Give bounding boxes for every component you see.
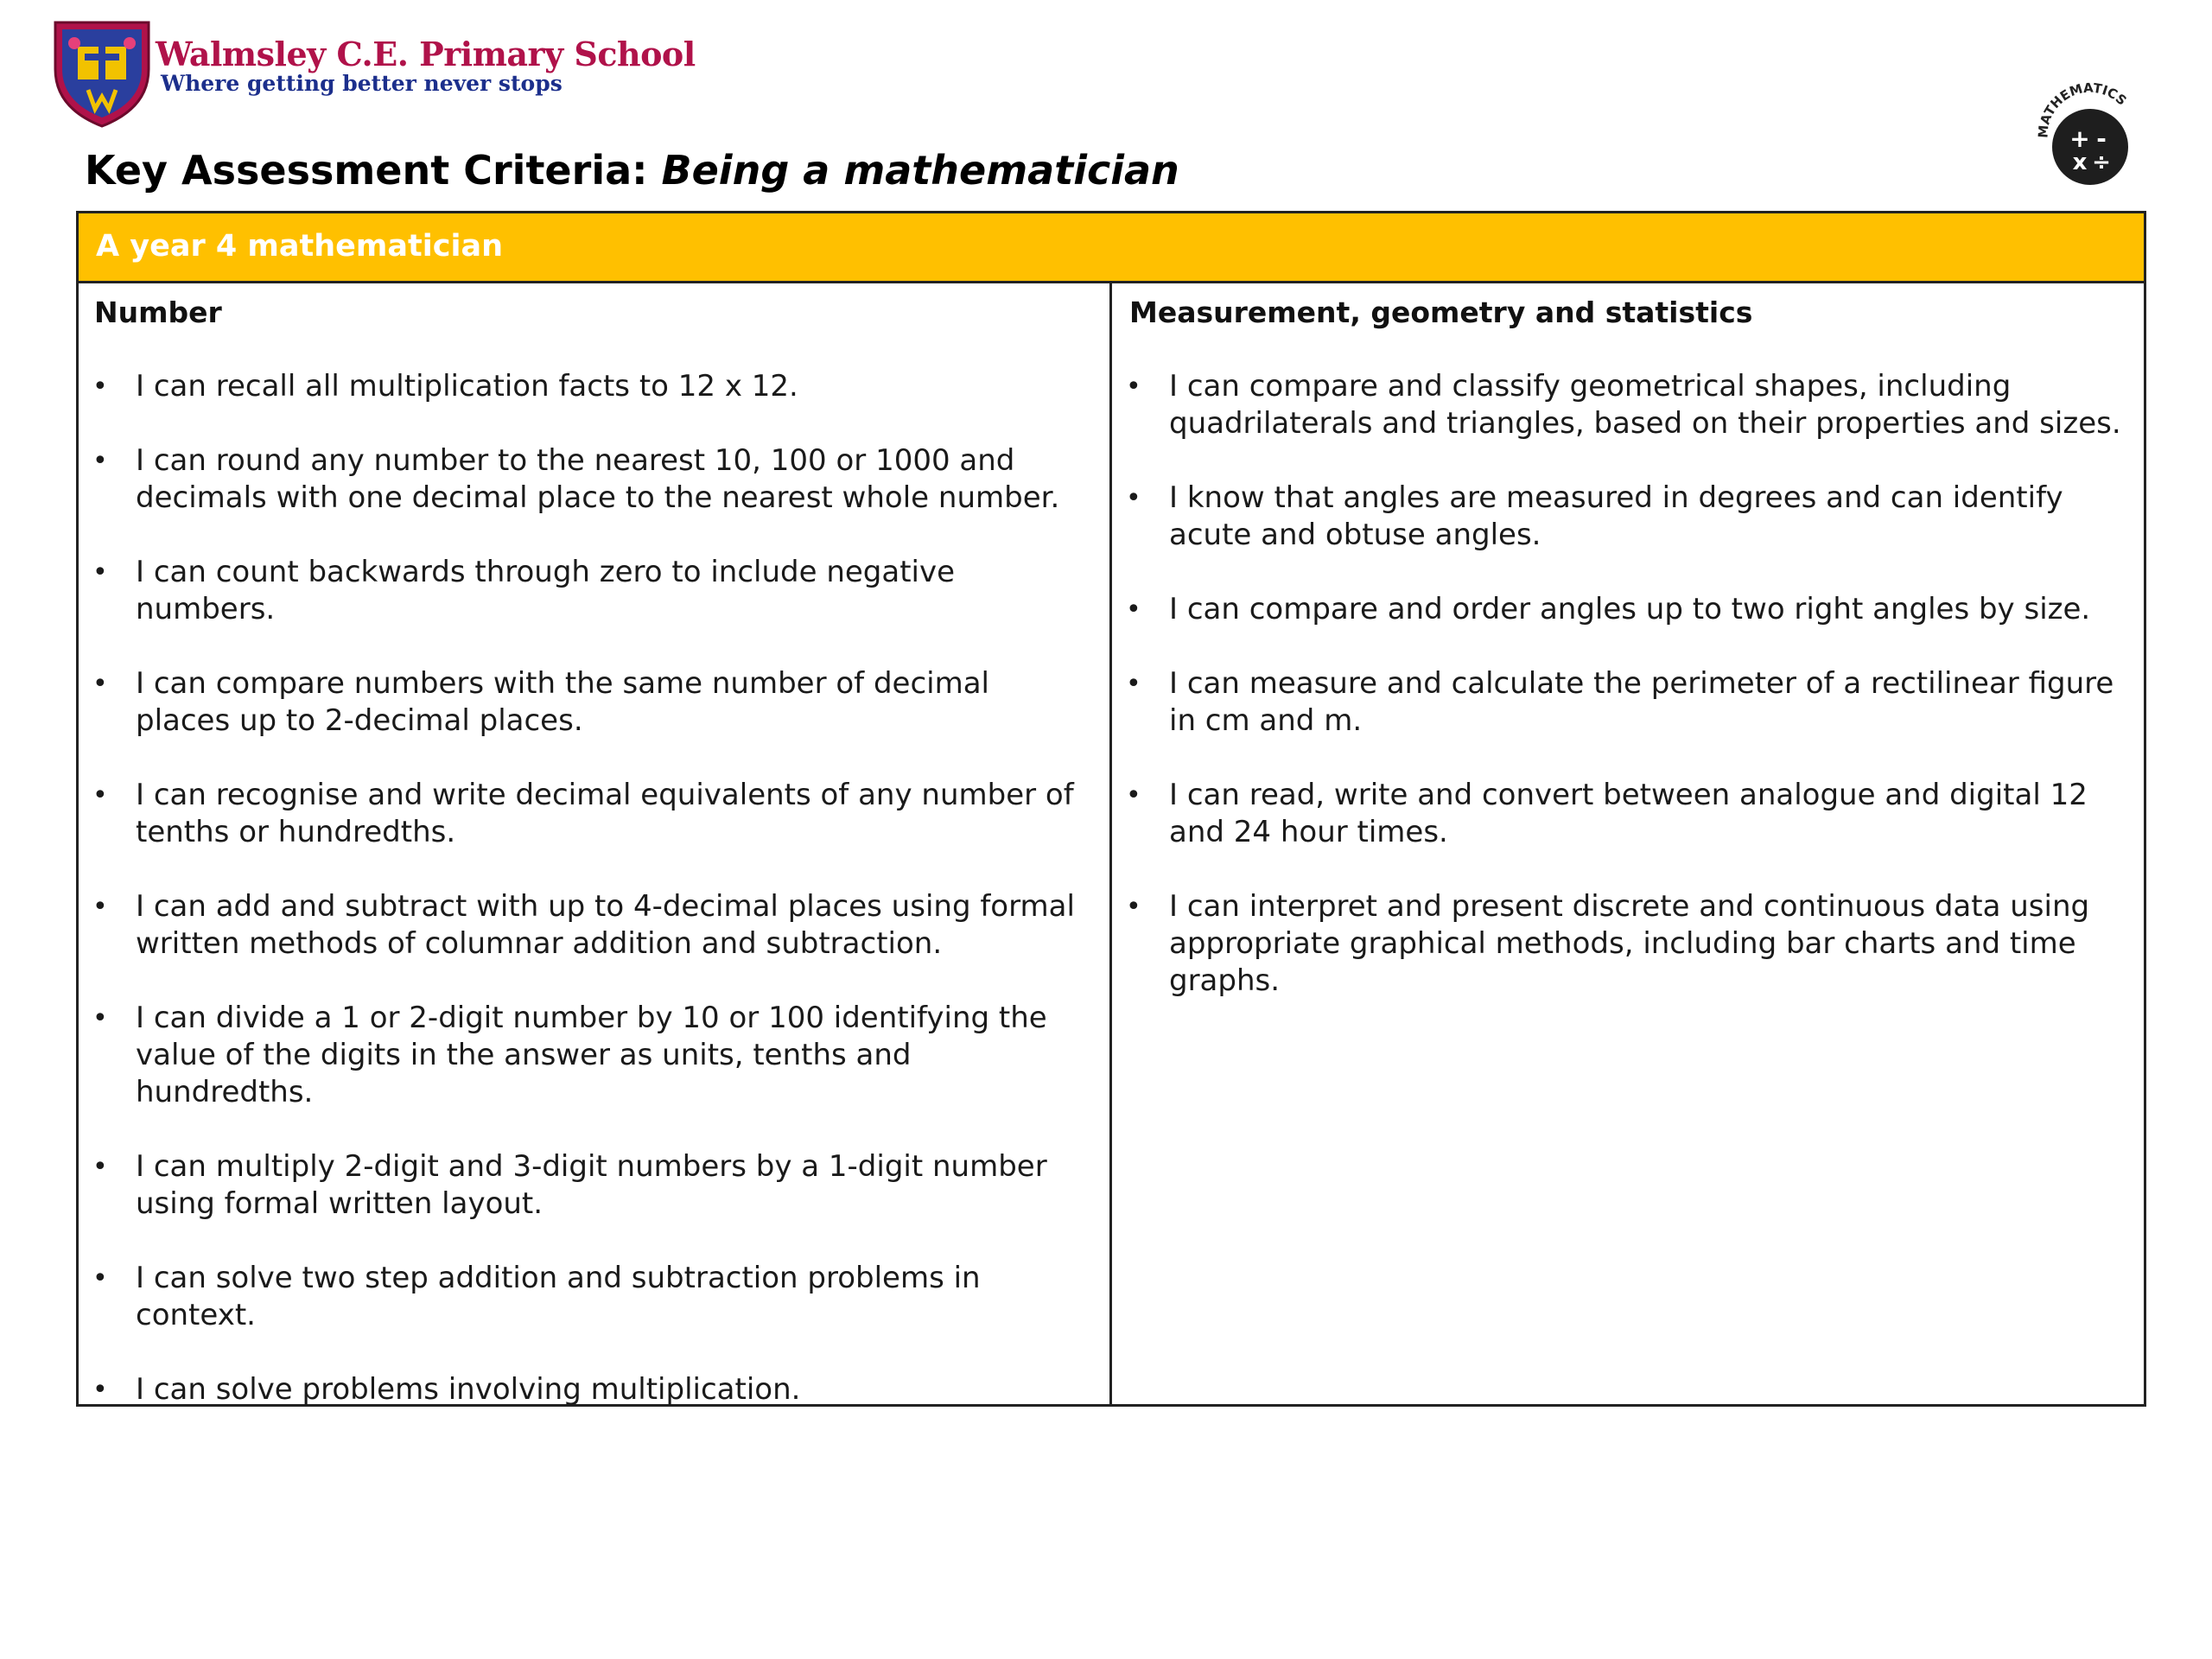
bullet-icon: • (1126, 892, 1141, 922)
list-item: • I can multiply 2-digit and 3-digit numbers by a 1-digit number using formal written layout. (92, 1149, 1047, 1221)
minus-symbol: - (2096, 124, 2107, 153)
bullet-icon: • (92, 892, 108, 922)
assessment-criteria-table (76, 211, 2146, 1407)
badge-label: MATHEMATICS (2035, 79, 2130, 139)
column-heading-measurement: Measurement, geometry and statistics (1129, 296, 1753, 329)
bullet-icon: • (92, 557, 108, 588)
bullet-icon: • (92, 372, 108, 402)
bullet-icon: • (1126, 594, 1141, 625)
list-item: • I can solve problems involving multiplication. (92, 1372, 801, 1407)
bullet-icon: • (92, 669, 108, 699)
measurement-criteria-list (1112, 368, 2144, 1037)
list-item: • I can divide a 1 or 2-digit number by 10 or 100 identifying the value of the digits in the answer as units, tenths and hundredths. (92, 1001, 1047, 1109)
divide-symbol: ÷ (2092, 149, 2111, 175)
page-title-prefix: Key Assessment Criteria: (85, 147, 662, 194)
list-item: • I can count backwards through zero to include negative numbers. (92, 555, 956, 626)
bullet-icon: • (1126, 372, 1141, 402)
bullet-icon: • (92, 1152, 108, 1182)
bullet-icon: • (92, 1263, 108, 1294)
plus-symbol: + (2069, 124, 2090, 153)
list-item: • I can compare and order angles up to two right angles by size. (1126, 592, 2091, 626)
mathematics-badge-icon (2032, 78, 2145, 190)
school-crest-logo (50, 17, 154, 130)
column-heading-number: Number (94, 296, 222, 329)
list-item: • I can recognise and write decimal equivalents of any number of tenths or hundredths. (92, 778, 1074, 849)
number-column (79, 283, 1112, 1407)
bullet-icon: • (92, 780, 108, 810)
list-item: • I can solve two step addition and subtraction problems in context. (92, 1261, 981, 1332)
list-item: • I can add and subtract with up to 4-decimal places using formal written methods of columnar addition and subtraction. (92, 889, 1075, 961)
bullet-icon: • (1126, 780, 1141, 810)
multiply-symbol: x (2072, 149, 2088, 175)
table-header-band (79, 213, 2144, 283)
bullet-icon: • (92, 446, 108, 476)
school-motto: Where getting better never stops (161, 71, 563, 96)
list-item: • I can measure and calculate the perimeter of a rectilinear figure in cm and m. (1126, 666, 2114, 738)
measurement-geometry-statistics-column (1112, 283, 2144, 1404)
page-title (85, 147, 1179, 194)
list-item: • I can compare numbers with the same number of decimal places up to 2-decimal places. (92, 666, 989, 738)
page-title-emphasis: Being a mathematician (661, 147, 1179, 194)
list-item: • I can compare and classify geometrical shapes, including quadrilaterals and triangles, based on their properties and sizes. (1126, 369, 2121, 441)
list-item: • I can read, write and convert between analogue and digital 12 and 24 hour times. (1126, 778, 2088, 849)
number-criteria-list (79, 368, 1109, 1446)
list-item: • I can round any number to the nearest 10, 100 or 1000 and decimals with one decimal place to the nearest whole number. (92, 443, 1060, 515)
bullet-icon: • (92, 1375, 108, 1405)
list-item: • I know that angles are measured in degrees and can identify acute and obtuse angles. (1126, 480, 2063, 552)
school-name: Walmsley C.E. Primary School (156, 35, 696, 73)
table-header-label: A year 4 mathematician (96, 229, 503, 264)
bullet-icon: • (92, 1003, 108, 1033)
list-item: • I can interpret and present discrete and continuous data using appropriate graphical methods, including bar charts and time graphs. (1126, 889, 2090, 998)
list-item: • I can recall all multiplication facts to 12 x 12. (92, 369, 798, 404)
bullet-icon: • (1126, 669, 1141, 699)
bullet-icon: • (1126, 483, 1141, 513)
